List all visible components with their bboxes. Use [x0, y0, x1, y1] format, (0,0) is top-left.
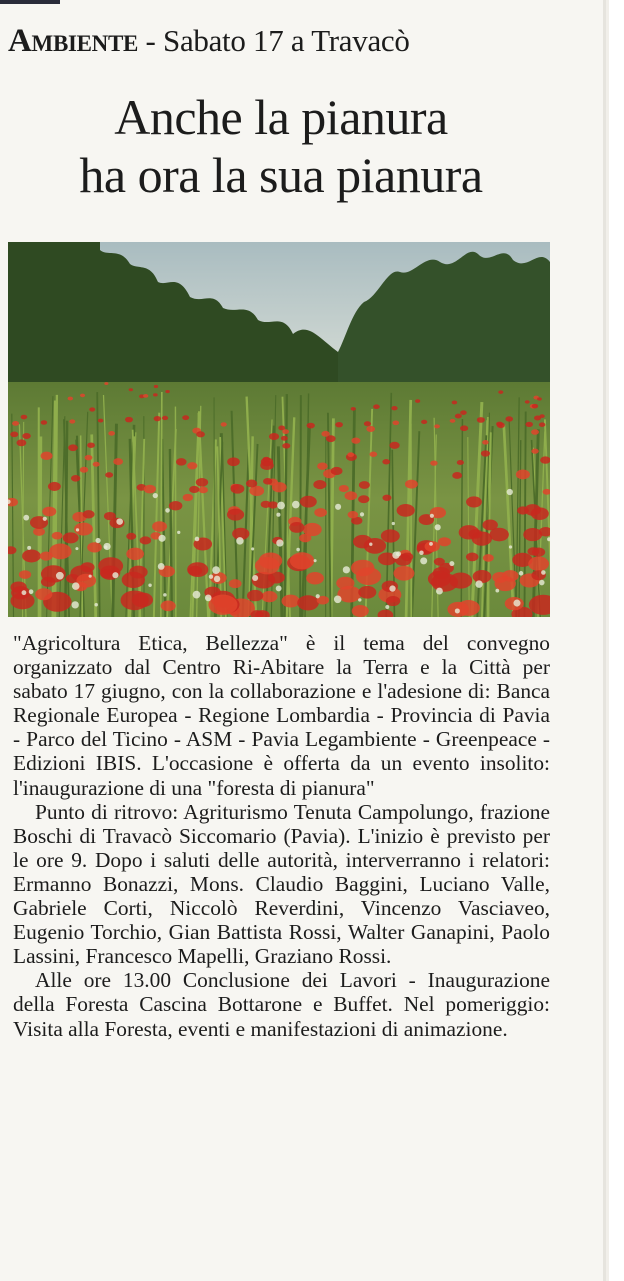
section-label: Ambiente	[8, 23, 139, 59]
article-paragraph: Punto di ritrovo: Agriturismo Tenuta Campolungo, frazione Boschi di Travacò Siccomario (Pavia). L'inizio è previsto per le ore 9. Dopo i saluti delle autorità, interverranno i relatori: Ermanno Bonazzi, Mons. Claudio Baggini, Luciano Valle, Gabriele Corti, Niccolò Reverdini, Vincenzo Vasciaveo, Eugenio Torchio, Gian Battista Rossi, Walter Ganapini, Paolo Lassini, Francesco Mapelli, Graziano Rossi.	[13, 799, 550, 969]
headline	[0, 88, 562, 204]
article-paragraph: Alle ore 13.00 Conclusione dei Lavori - Inaugurazione della Foresta Cascina Bottarone e Buffet. Nel pomeriggio: Visita alla Foresta, eventi e manifestazioni di animazione.	[13, 968, 550, 1041]
scan-edge	[0, 0, 60, 4]
kicker-text: - Sabato 17 a Travacò	[138, 23, 410, 58]
headline-line-1: Anche la pianura	[114, 89, 448, 145]
photo-illustration	[8, 242, 550, 617]
article-paragraph: "Agricoltura Etica, Bellezza" è il tema del convegno organizzato dal Centro Ri-Abitare la Terra e la Città per sabato 17 giugno, con la collaborazione e l'adesione di: Banca Regionale Europea - Regione Lombardia - Provincia di Pavia - Parco del Ticino - ASM - Pavia Legambiente - Greenpeace - Edizioni IBIS. L'occasione è offerta da un evento insolito: l'inaugurazione di una "foresta di pianura"	[13, 631, 550, 800]
article-body	[13, 631, 550, 1041]
poppy-field-photo	[8, 242, 550, 617]
headline-line-2: ha ora la sua pianura	[79, 147, 483, 203]
kicker-line	[8, 22, 410, 60]
